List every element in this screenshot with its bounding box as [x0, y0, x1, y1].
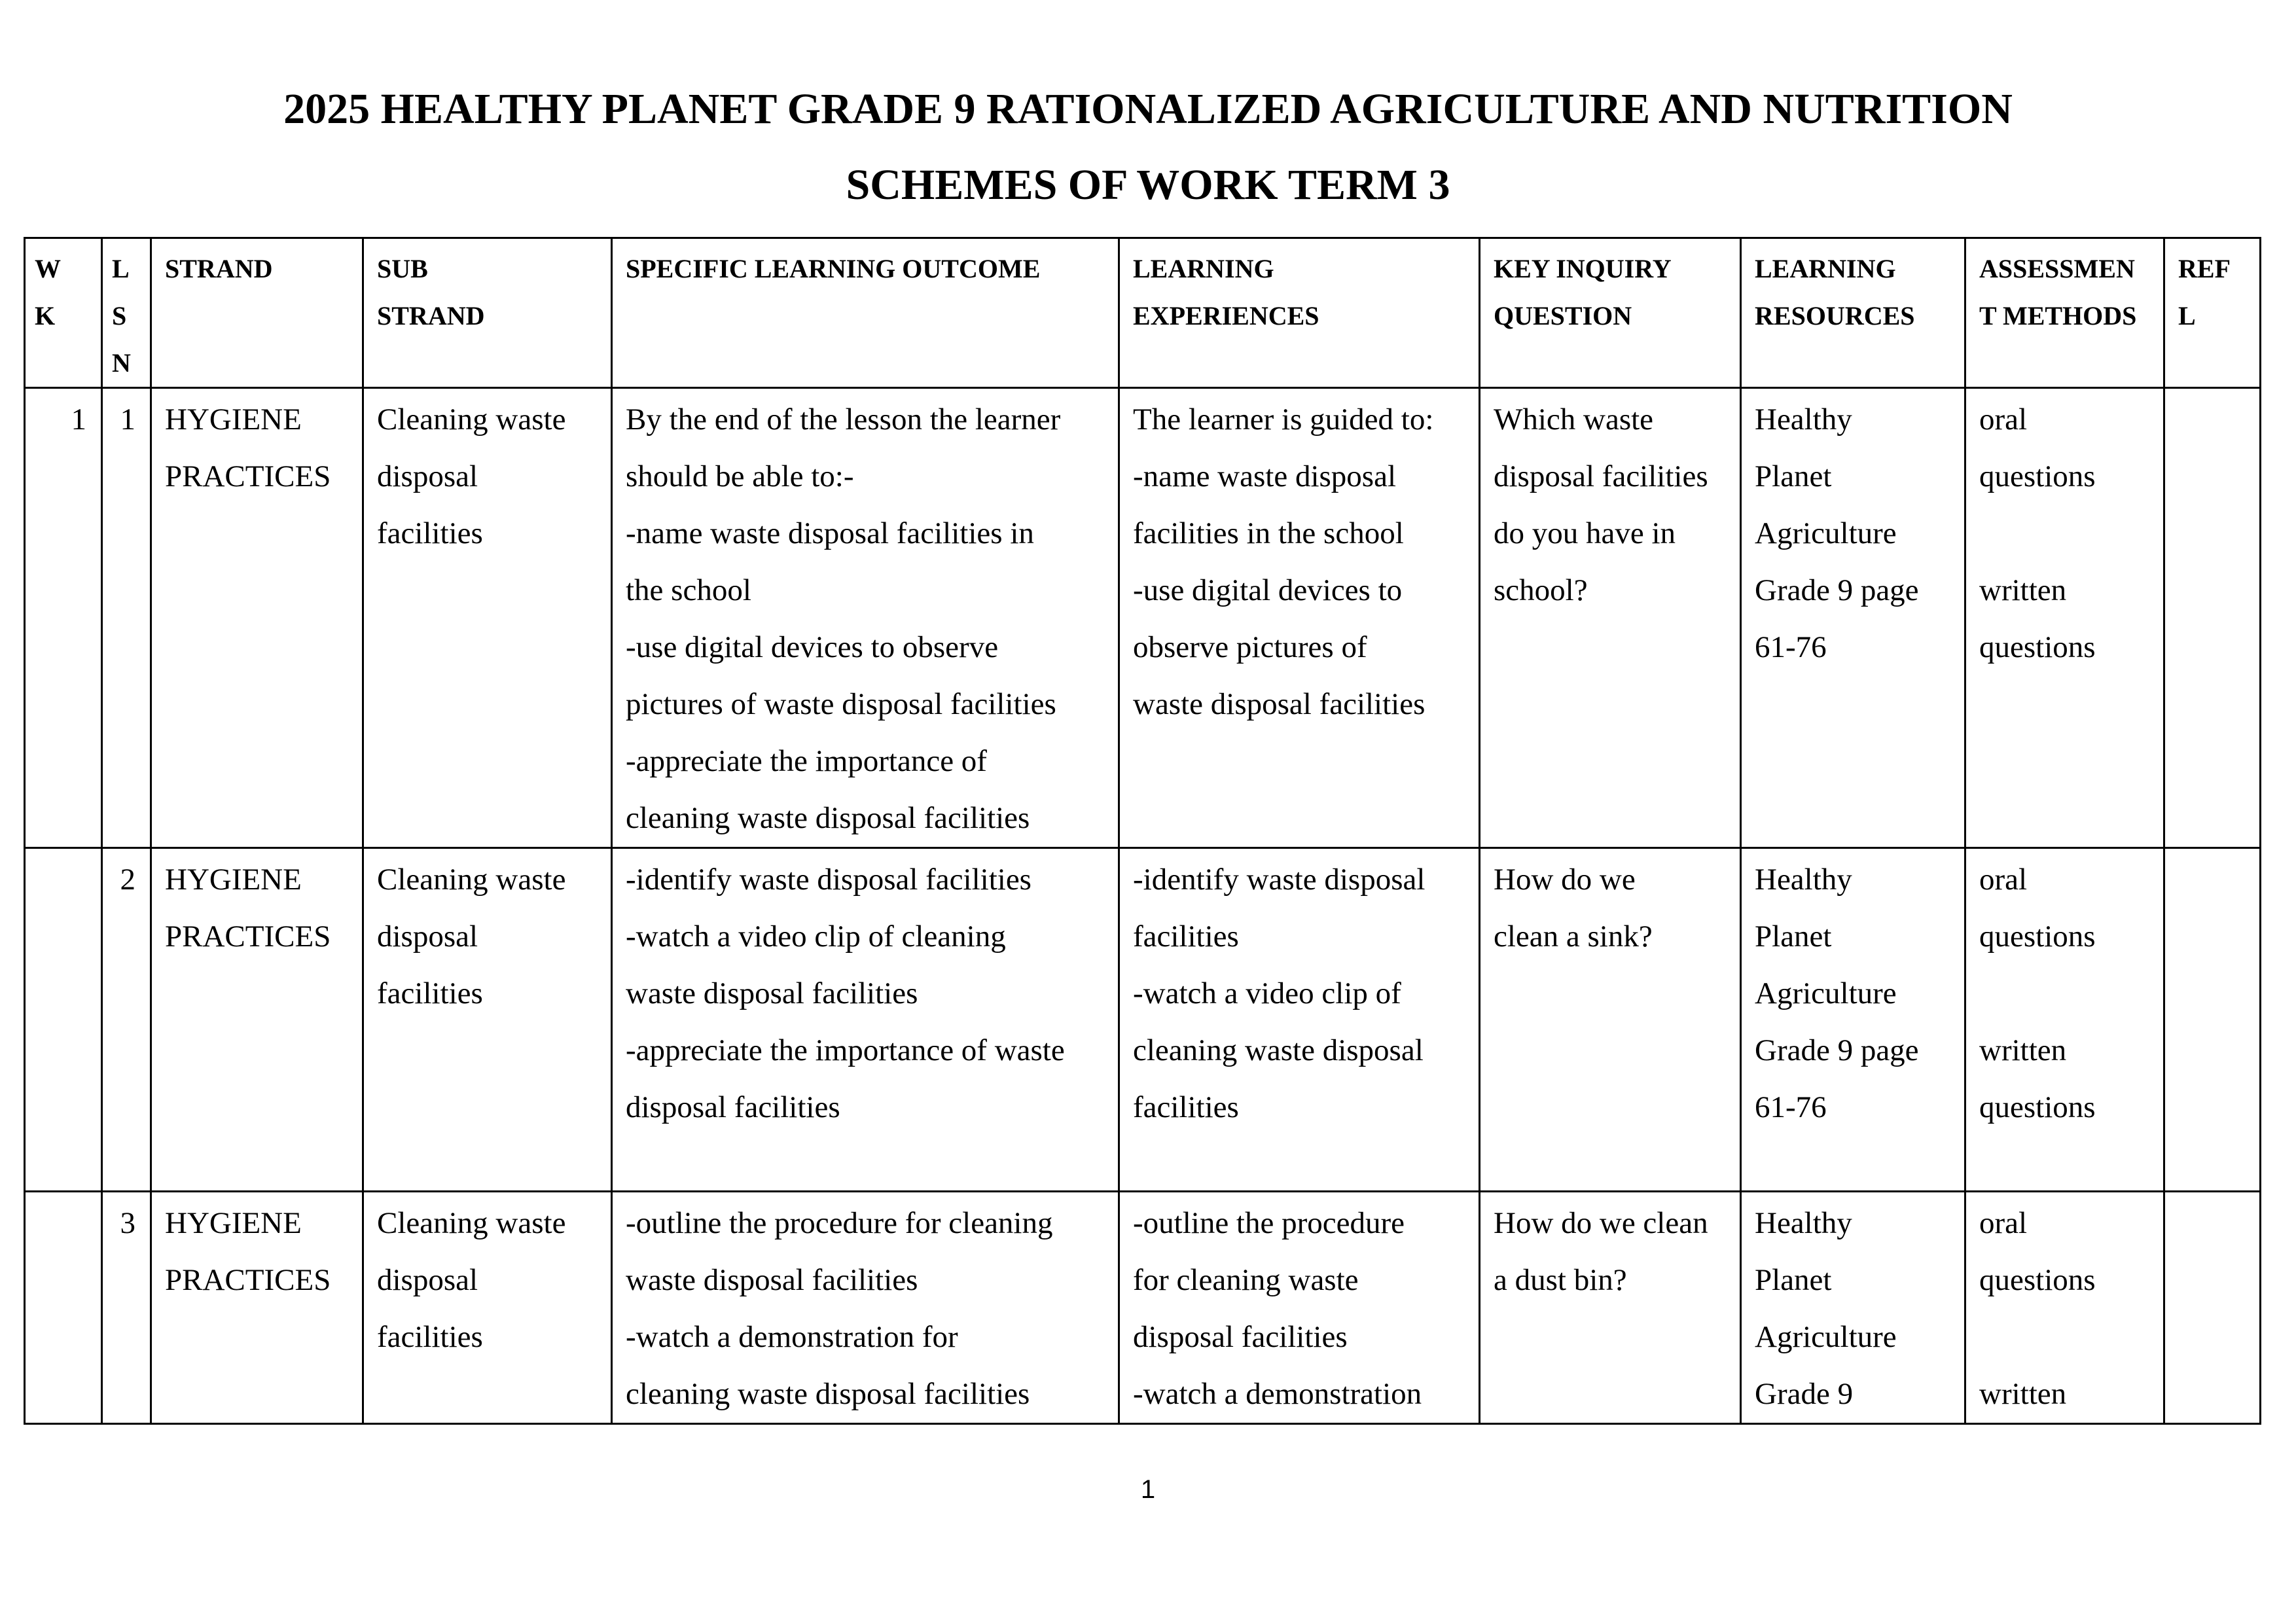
table-row — [25, 1192, 2261, 1424]
cell-learning-experiences: -identify waste disposal facilities -watch a video clip of cleaning waste disposal facilities — [1119, 848, 1480, 1192]
cell-learning-experiences: -outline the procedure for cleaning waste disposal facilities -watch a demonstration — [1119, 1192, 1480, 1424]
header-strand: STRAND — [151, 238, 363, 388]
cell-week — [25, 848, 102, 1192]
cell-key-inquiry-question: How do we clean a dust bin? — [1480, 1192, 1741, 1424]
cell-learning-experiences: The learner is guided to: -name waste disposal facilities in the school -use digital devices to observe pictures of waste disposal facilities — [1119, 388, 1480, 848]
cell-specific-learning-outcome: By the end of the lesson the learner should be able to:- -name waste disposal facilities in the school -use digital devices to observe pictures of waste disposal facilities -appreciate the importance of cleaning waste disposal facilities — [612, 388, 1119, 848]
cell-lesson: 2 — [102, 848, 151, 1192]
cell-specific-learning-outcome: -identify waste disposal facilities -watch a video clip of cleaning waste disposal facilities -appreciate the importance of waste disposal facilities — [612, 848, 1119, 1192]
header-wk: W K — [25, 238, 102, 388]
header-reflection: REF L — [2164, 238, 2261, 388]
cell-strand: HYGIENE PRACTICES — [151, 1192, 363, 1424]
cell-strand: HYGIENE PRACTICES — [151, 388, 363, 848]
cell-sub-strand: Cleaning waste disposal facilities — [363, 1192, 612, 1424]
cell-reflection — [2164, 848, 2261, 1192]
cell-specific-learning-outcome: -outline the procedure for cleaning waste disposal facilities -watch a demonstration for cleaning waste disposal facilities — [612, 1192, 1119, 1424]
cell-key-inquiry-question: How do we clean a sink? — [1480, 848, 1741, 1192]
cell-learning-resources: Healthy Planet Agriculture Grade 9 page 61-76 — [1741, 388, 1965, 848]
header-sub-strand: SUB STRAND — [363, 238, 612, 388]
header-assessment-methods: ASSESSMEN T METHODS — [1965, 238, 2164, 388]
document-title: 2025 HEALTHY PLANET GRADE 9 RATIONALIZED AGRICULTURE AND NUTRITION — [283, 85, 2013, 133]
header-specific-learning-outcome: SPECIFIC LEARNING OUTCOME — [612, 238, 1119, 388]
cell-sub-strand: Cleaning waste disposal facilities — [363, 848, 612, 1192]
cell-week — [25, 1192, 102, 1424]
header-learning-experiences: LEARNING EXPERIENCES — [1119, 238, 1480, 388]
cell-assessment-methods: oral questions written questions — [1965, 848, 2164, 1192]
cell-key-inquiry-question: Which waste disposal facilities do you have in school? — [1480, 388, 1741, 848]
table-row — [25, 848, 2261, 1192]
header-key-inquiry-question: KEY INQUIRY QUESTION — [1480, 238, 1741, 388]
cell-strand: HYGIENE PRACTICES — [151, 848, 363, 1192]
cell-reflection — [2164, 1192, 2261, 1424]
cell-learning-resources: Healthy Planet Agriculture Grade 9 — [1741, 1192, 1965, 1424]
schemes-of-work-table — [24, 237, 2261, 1425]
table-row — [25, 388, 2261, 848]
cell-sub-strand: Cleaning waste disposal facilities — [363, 388, 612, 848]
cell-reflection — [2164, 388, 2261, 848]
cell-lesson: 3 — [102, 1192, 151, 1424]
page-number: 1 — [1140, 1475, 1156, 1504]
cell-week: 1 — [25, 388, 102, 848]
cell-assessment-methods: oral questions written — [1965, 1192, 2164, 1424]
cell-lesson: 1 — [102, 388, 151, 848]
header-row — [25, 238, 2261, 388]
cell-learning-resources: Healthy Planet Agriculture Grade 9 page 61-76 — [1741, 848, 1965, 1192]
header-learning-resources: LEARNING RESOURCES — [1741, 238, 1965, 388]
header-lsn: L S N — [102, 238, 151, 388]
document-subtitle: SCHEMES OF WORK TERM 3 — [846, 161, 1450, 209]
cell-assessment-methods: oral questions written questions — [1965, 388, 2164, 848]
